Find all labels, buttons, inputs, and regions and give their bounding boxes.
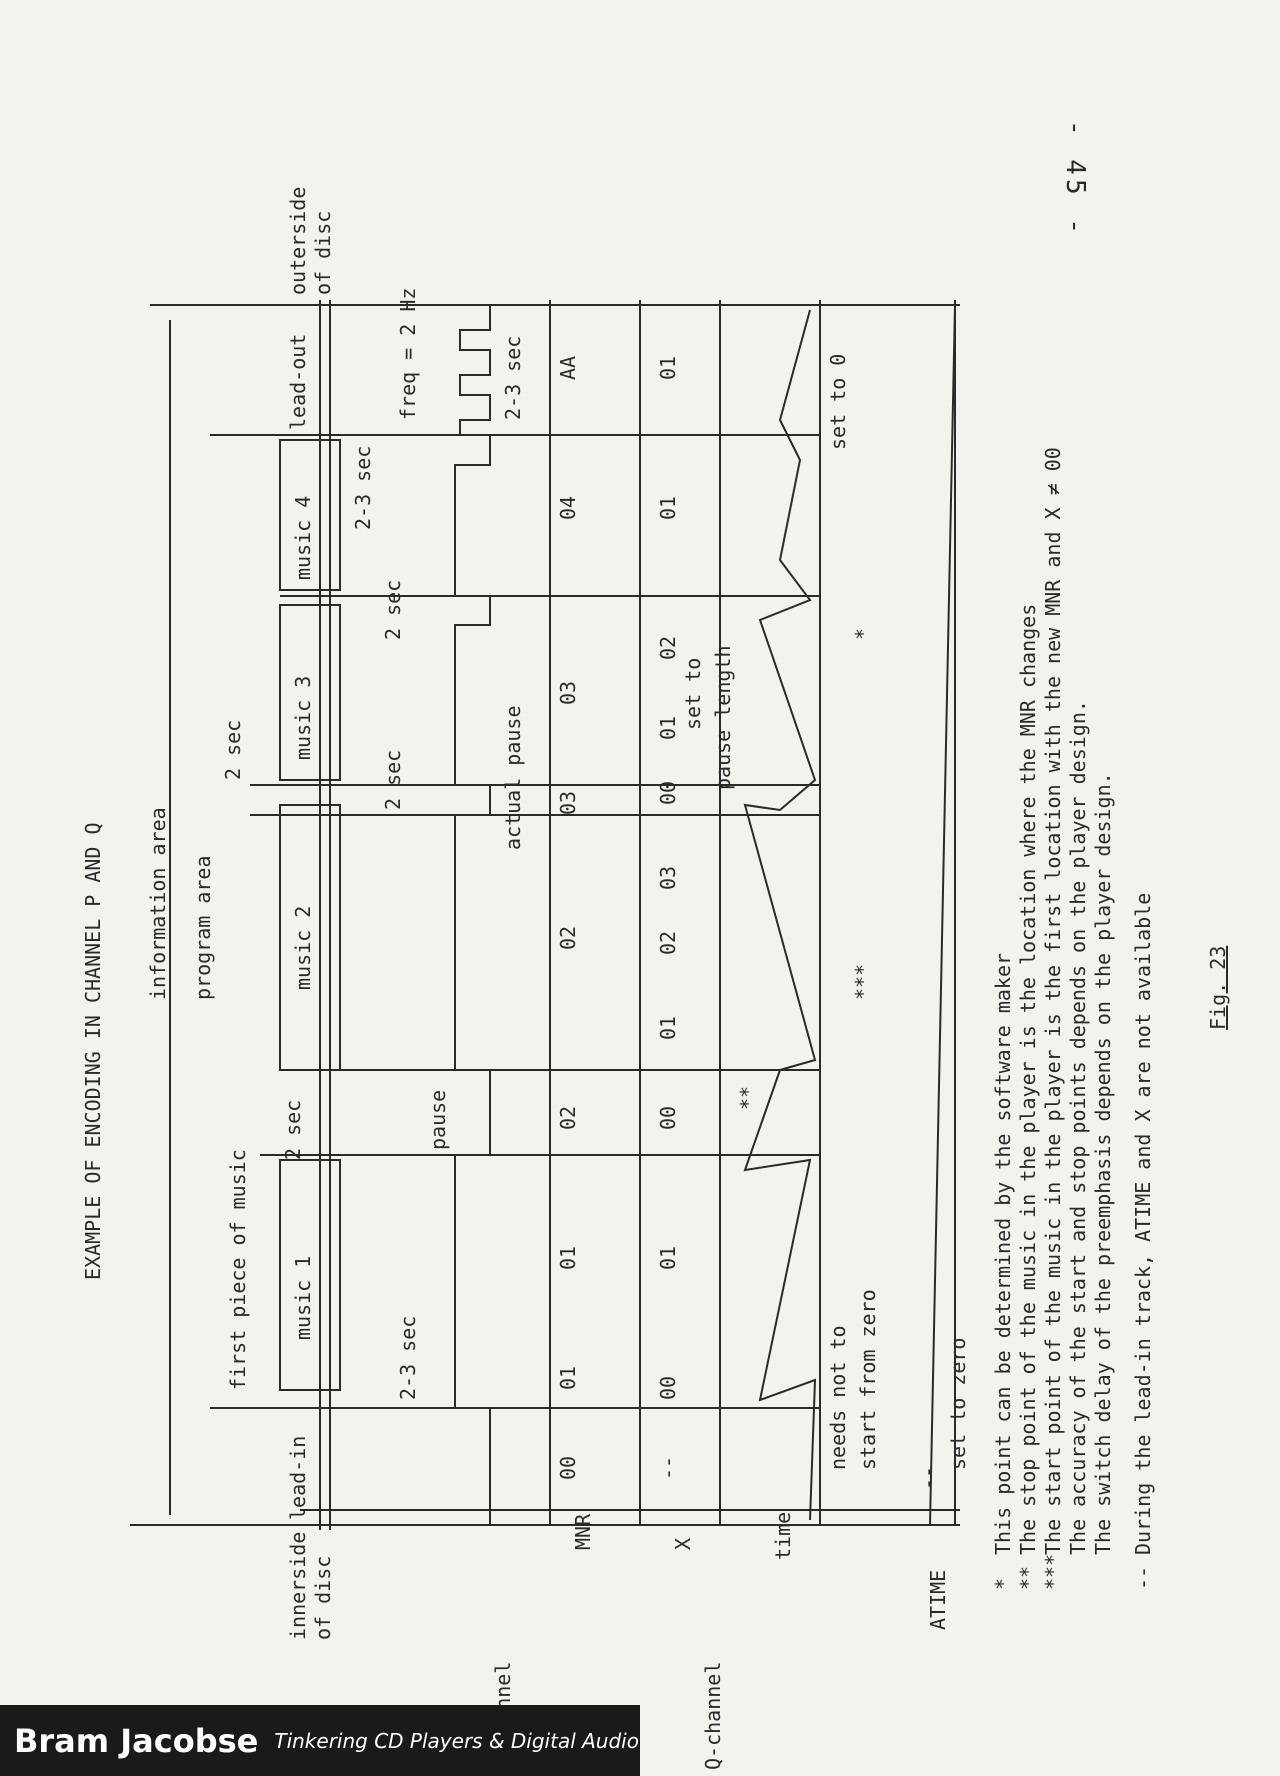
- x-value-5: 02: [656, 930, 680, 955]
- timing-lead-in: 2-3 sec: [396, 1315, 420, 1400]
- mnr-value-3: 02: [556, 1105, 580, 1130]
- segment-music-4: music 4: [291, 495, 315, 580]
- row-atime: ATIME: [926, 1569, 950, 1630]
- segment-music-3: music 3: [291, 675, 315, 760]
- note-text-1: The stop point of the music in the player is the location where the MNR changes: [1016, 603, 1040, 1555]
- row-x: X: [671, 1537, 695, 1550]
- mnr-value-6: 03: [556, 680, 580, 705]
- note-text-0: This point can be determined by the software maker: [991, 952, 1015, 1555]
- x-value-2: 01: [656, 1245, 680, 1270]
- timing-lead-out: 2-3 sec: [351, 445, 375, 530]
- note-mark-2: ***: [1041, 1553, 1065, 1590]
- x-value-10: 01: [656, 495, 680, 520]
- first-piece-label: first piece of music: [226, 1149, 250, 1390]
- mnr-value-4: 02: [556, 925, 580, 950]
- actual-pause-label: actual pause: [501, 705, 525, 850]
- mnr-value-2: 01: [556, 1245, 580, 1270]
- x-value-9: 02: [656, 635, 680, 660]
- star-1: *: [851, 627, 875, 640]
- star-2: **: [736, 1085, 760, 1110]
- p-channel-waveform: [455, 305, 490, 1525]
- note-text-4: The switch delay of the preemphasis depends on the player design.: [1091, 772, 1115, 1555]
- note-text-5: During the lead-in track, ATIME and X are not available: [1131, 892, 1155, 1555]
- pause-length-label: pause length: [711, 645, 735, 790]
- note-mark-5: --: [1131, 1565, 1155, 1590]
- star-3: ***: [851, 963, 875, 1000]
- timing-freq: freq = 2 Hz: [396, 287, 420, 420]
- x-value-8: 01: [656, 715, 680, 740]
- x-value-4: 01: [656, 1015, 680, 1040]
- mnr-value-1: 01: [556, 1365, 580, 1390]
- segment-music-1: music 1: [291, 1255, 315, 1340]
- x-value-0: --: [656, 1455, 680, 1480]
- figure-title: EXAMPLE OF ENCODING IN CHANNEL P AND Q: [81, 822, 105, 1280]
- set-to-zero-label: set to zero: [946, 1337, 970, 1470]
- banner-tagline: Tinkering CD Players & Digital Audio: [274, 1728, 639, 1753]
- q-channel-label: Q-channel: [701, 1661, 725, 1770]
- segment-music-2: music 2: [291, 905, 315, 990]
- x-value-11: 01: [656, 355, 680, 380]
- time-ramp: [745, 310, 815, 1520]
- watermark-banner: [0, 1705, 640, 1776]
- lead-out-label: lead-out: [286, 333, 310, 430]
- timing-gap-2: 2 sec: [381, 579, 405, 640]
- note-text-3: The accuracy of the start and stop points depends on the player design.: [1066, 700, 1090, 1555]
- lead-in-label: lead-in: [286, 1435, 310, 1520]
- timing-gap-3: 2 sec: [221, 719, 245, 780]
- note-mark-0: *: [991, 1577, 1015, 1590]
- program-area-label: program area: [191, 855, 215, 1000]
- mnr-value-5: 03: [556, 790, 580, 815]
- note-text-2: The start point of the music in the player is the first location with the new MNR and X ≠ 00: [1041, 447, 1065, 1555]
- note-mark-1: **: [1016, 1565, 1040, 1590]
- of-disc-outer-label: of disc: [311, 210, 335, 295]
- figure-caption: Fig. 23: [1206, 945, 1230, 1030]
- x-value-3: 00: [656, 1105, 680, 1130]
- page-number: - 45 -: [1060, 120, 1090, 238]
- atime-dashes: --: [916, 1465, 940, 1490]
- mnr-value-8: AA: [556, 355, 580, 380]
- outerside-label: outerside: [286, 186, 310, 295]
- timing-pause: 2 sec: [281, 1099, 305, 1160]
- of-disc-inner-label: of disc: [311, 1555, 335, 1640]
- timing-freq-pulse: 2-3 sec: [501, 335, 525, 420]
- row-time: time: [771, 1511, 795, 1560]
- set-to-label: set to: [681, 657, 705, 730]
- banner-name: Bram Jacobse: [14, 1721, 259, 1760]
- x-value-7: 00: [656, 780, 680, 805]
- set-to-0-label: set to 0: [826, 353, 850, 450]
- needs-not-label: needs not to: [826, 1325, 850, 1470]
- segment-pause: pause: [426, 1089, 450, 1150]
- start-from-zero-label: start from zero: [856, 1289, 880, 1470]
- row-mnr: MNR: [571, 1513, 595, 1550]
- x-value-6: 03: [656, 865, 680, 890]
- timing-gap-1: 2 sec: [381, 749, 405, 810]
- x-value-1: 00: [656, 1375, 680, 1400]
- innerside-label: innerside: [286, 1531, 310, 1640]
- mnr-value-0: 00: [556, 1455, 580, 1480]
- information-area-label: information area: [146, 807, 170, 1000]
- mnr-value-7: 04: [556, 495, 580, 520]
